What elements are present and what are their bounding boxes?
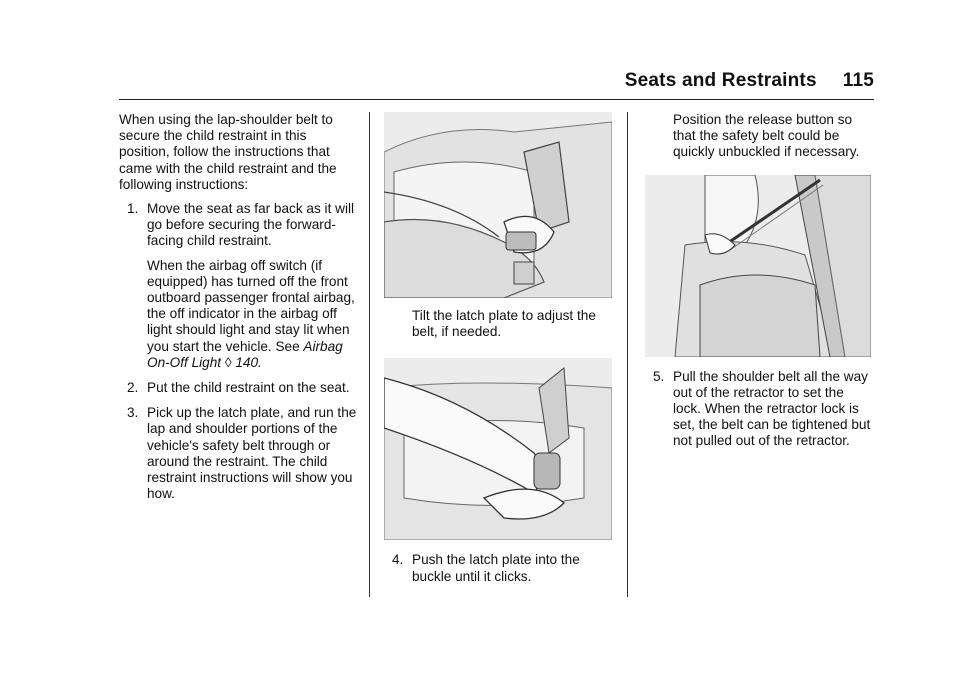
illustration-latch-plate-hand xyxy=(384,112,612,298)
airbag-ref-page: 140. xyxy=(235,354,262,370)
column-divider-2 xyxy=(627,112,628,597)
ref-diamond-icon: ◊ xyxy=(224,354,232,370)
step-text: Pull the shoulder belt all the way out of the retractor to set the lock. When the retractor lock is set, the belt can be tightened but not pulled out of the retractor. xyxy=(673,368,871,449)
step-number: 3. xyxy=(127,405,139,421)
step-text: Put the child restraint on the seat. xyxy=(147,380,350,396)
step-number: 2. xyxy=(127,380,139,396)
step-number: 1. xyxy=(127,201,139,217)
airbag-note xyxy=(147,258,359,371)
header-rule xyxy=(119,99,874,100)
illustration-buckle-insert xyxy=(384,358,612,540)
intro-paragraph: When using the lap-shoulder belt to secure the child restraint in this position, follow the instructions that came with the child restraint and the following instructions: xyxy=(119,112,337,192)
step-number: 4. xyxy=(392,552,404,568)
step-number: 5. xyxy=(653,368,665,384)
column-2 xyxy=(384,112,616,594)
caption-tilt: Tilt the latch plate to adjust the belt, if needed. xyxy=(412,308,596,340)
illustration-shoulder-belt-pull xyxy=(645,175,871,357)
column-1 xyxy=(119,112,359,511)
step-2 xyxy=(119,380,359,396)
page-number: 115 xyxy=(842,70,874,91)
step-5 xyxy=(645,369,875,450)
step-text: Move the seat as far back as it will go before securing the forward-facing child restraint. xyxy=(147,201,355,249)
column-3 xyxy=(645,112,875,459)
step-1 xyxy=(119,201,359,371)
step-text: Push the latch plate into the buckle until it clicks. xyxy=(412,552,580,584)
section-title: Seats and Restraints xyxy=(624,70,817,91)
airbag-ref-link[interactable]: Airbag On-Off Light xyxy=(147,338,343,370)
step-text: Pick up the latch plate, and run the lap and shoulder portions of the vehicle's safety belt through or around the restraint. The child restraint instructions will show you how. xyxy=(147,405,357,502)
step-4 xyxy=(384,552,616,584)
airbag-note-text: When the airbag off switch (if equipped) has turned off the front outboard passenger frontal airbag, the off indicator in the airbag off light should light and stay lit when you start the vehicle. See xyxy=(147,257,355,354)
page-header xyxy=(625,70,874,92)
caption-release: Position the release button so that the safety belt could be quickly unbuckled if necessary. xyxy=(673,112,860,160)
column-divider-1 xyxy=(369,112,370,597)
step-3 xyxy=(119,405,359,502)
